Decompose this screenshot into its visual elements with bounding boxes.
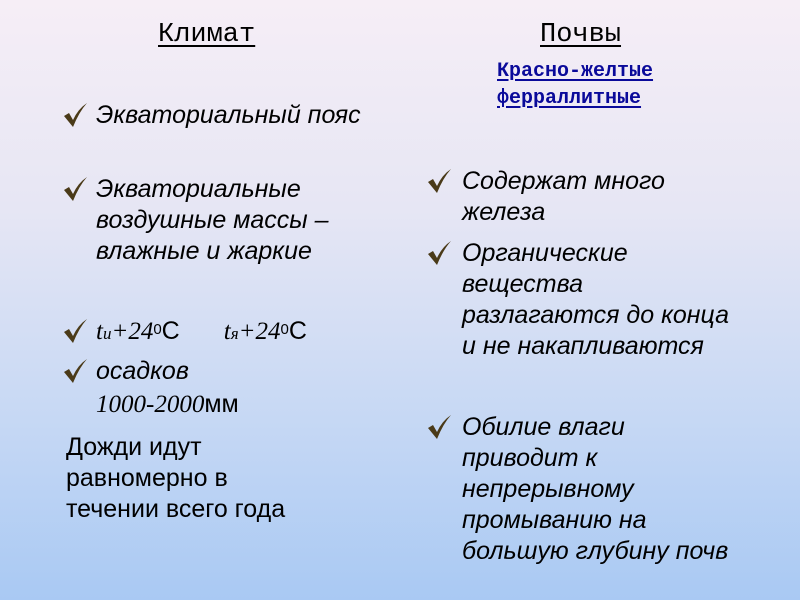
climate-item-belt <box>62 100 362 131</box>
soil-item-moisture <box>426 412 746 600</box>
precipitation-label: осадков <box>96 357 189 385</box>
climate-item-text: Экваториальный пояс <box>96 101 361 129</box>
temperature-text: $tи+24^0С$ $tя+24^0С$ <box>96 317 307 345</box>
checkmark-icon <box>62 102 88 128</box>
checkmark-icon <box>426 414 452 440</box>
soil-item-text: Содержат много железа <box>462 167 665 226</box>
precipitation-value: 1000-2000мм <box>96 390 239 418</box>
soil-item-organic <box>426 238 736 362</box>
checkmark-icon <box>426 168 452 194</box>
climate-item-precipitation <box>62 356 382 420</box>
climate-heading: Климат <box>158 20 256 50</box>
climate-item-text: Экваториальные воздушные массы – влажные и жаркие <box>96 175 329 265</box>
soils-heading: Почвы <box>540 20 622 50</box>
climate-note: Дожди идут равномерно в течении всего года <box>66 433 286 523</box>
checkmark-icon <box>426 240 452 266</box>
checkmark-icon <box>62 176 88 202</box>
climate-item-temperature <box>62 316 382 349</box>
soil-item-text: Органические вещества разлагаются до конца и не накапливаются <box>462 239 730 360</box>
checkmark-icon <box>62 358 88 384</box>
soil-item-text: Обилие влаги приводит к непрерывному промыванию на большую глубину почв <box>462 413 729 565</box>
soil-type-heading: Красно-желтые ферраллитные <box>497 60 654 110</box>
climate-item-airmass <box>62 174 372 267</box>
soil-item-iron <box>426 166 746 228</box>
checkmark-icon <box>62 318 88 344</box>
